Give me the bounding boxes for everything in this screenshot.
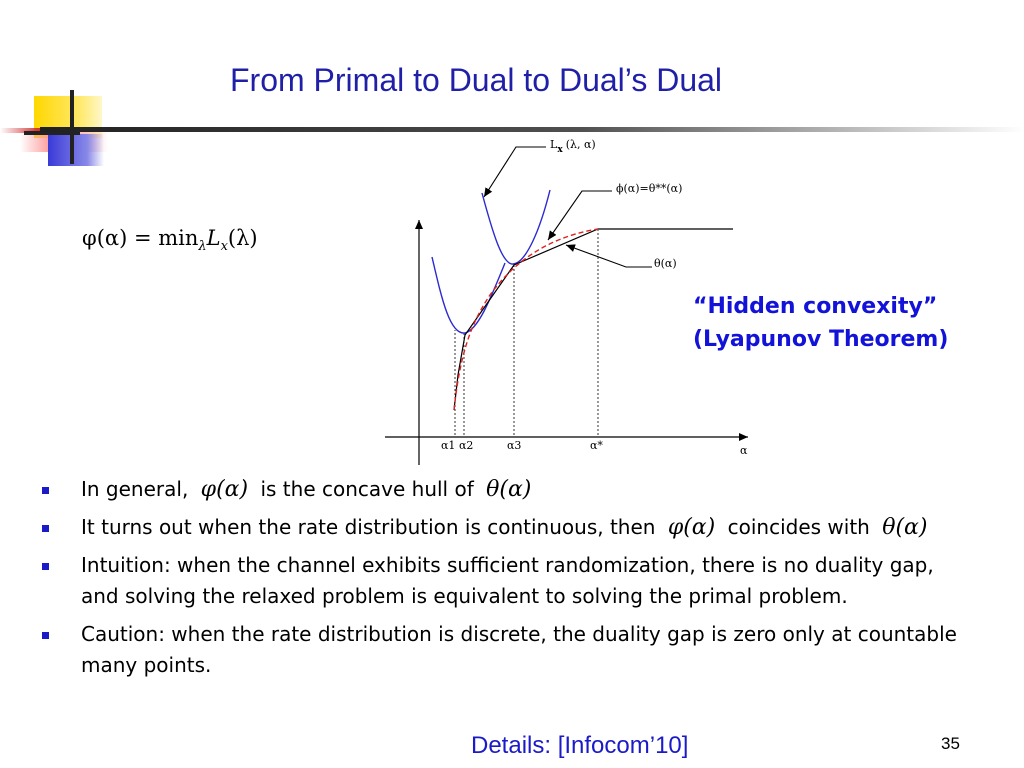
bullet-item: Intuition: when the channel exhibits sufficient randomization, there is no duality gap, and solving the relaxed problem is equivalent to solving the primal problem. — [42, 550, 972, 612]
bullet-item: Caution: when the rate distribution is discrete, the duality gap is zero only at countable many points. — [42, 619, 972, 681]
math-phi: φ(α) — [667, 515, 716, 540]
tick-alpha-star: α* — [590, 439, 603, 452]
tick-alpha3: α3 — [507, 439, 522, 452]
math-phi: φ(α) — [200, 477, 249, 502]
lagrangian-curve-1 — [432, 257, 505, 333]
callout-line-1: “Hidden convexity” — [693, 294, 938, 319]
bullet-list — [42, 474, 972, 688]
formula-lhs: φ(α) = min — [82, 226, 199, 250]
page-number: 35 — [941, 734, 960, 753]
formula-rhs-args: (λ) — [227, 226, 258, 250]
hidden-convexity-callout — [693, 290, 948, 356]
title-divider — [40, 127, 1024, 132]
callout-line-2: (Lyapunov Theorem) — [693, 327, 949, 352]
theta-label: θ(α) — [654, 257, 677, 270]
slide-title: From Primal to Dual to Dual’s Dual — [230, 62, 723, 98]
theta-pointer — [566, 245, 652, 267]
details-reference: Details: [Infocom’10] — [471, 732, 689, 759]
lagrangian-curve-2 — [482, 190, 550, 264]
math-theta: θ(α) — [486, 477, 532, 502]
tick-alpha1: α1 — [441, 439, 456, 452]
theta-curve — [454, 229, 733, 410]
tick-alpha2: α2 — [459, 439, 474, 452]
lagrangian-label: $L_x$ (λ, α) — [550, 138, 596, 155]
bullet-item: In general, φ(α) is the concave hull of θ(α) — [42, 474, 972, 505]
formula-rhs: L — [206, 226, 221, 250]
lagrangian-pointer — [484, 147, 546, 197]
math-theta: θ(α) — [882, 515, 928, 540]
formula-rhs-sub: x — [220, 239, 228, 255]
formula-sub: λ — [198, 239, 207, 255]
phi-formula — [82, 226, 258, 254]
bullet-item: It turns out when the rate distribution is continuous, then φ(α) coincides with θ(α) — [42, 512, 972, 543]
x-axis-label: α — [740, 444, 748, 457]
phi-label: ϕ(α)=θ**(α) — [616, 182, 683, 195]
